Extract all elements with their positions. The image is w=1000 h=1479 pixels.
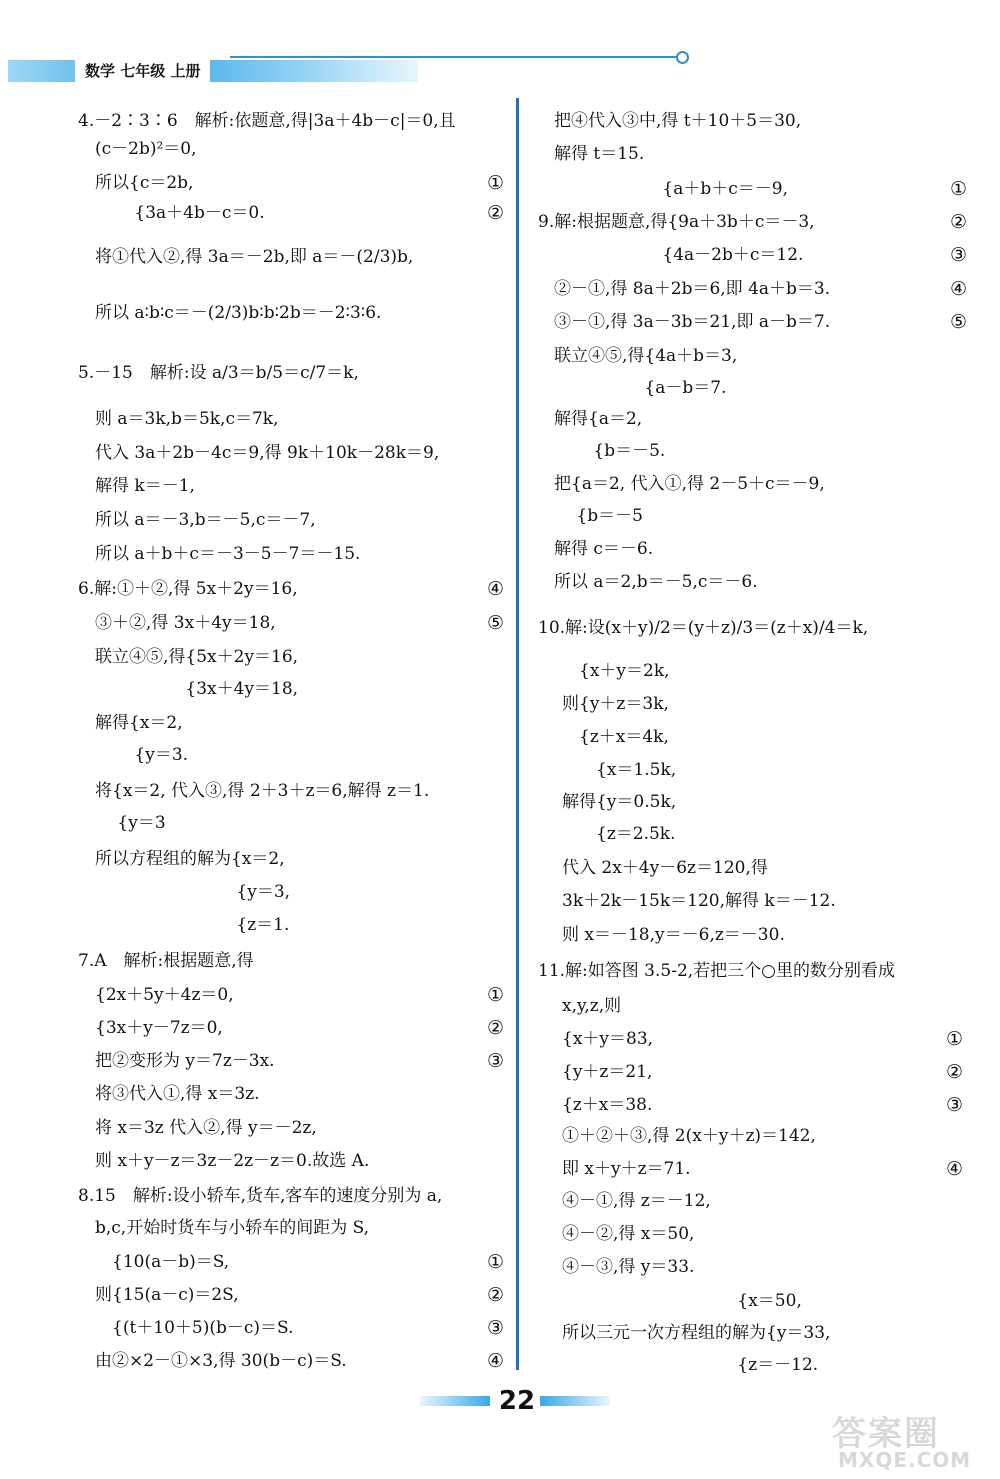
solution-9-line: {4a－2b＋c＝12. <box>538 245 804 265</box>
solution-7-line: 7.A 解析:根据题意,得 <box>78 951 254 971</box>
equation-marker: ② <box>950 211 968 233</box>
solution-4-line: 将①代入②,得 3a＝－2b,即 a＝－(2/3)b, <box>95 247 414 267</box>
header-circle-icon <box>676 51 689 64</box>
solution-6-line: 6.解:①＋②,得 5x＋2y＝16, <box>78 579 298 599</box>
solution-11-line: ④－①,得 z＝－12, <box>562 1191 711 1211</box>
solution-6-line: {3x＋4y＝18, <box>95 679 299 699</box>
solution-7-line: {2x＋5y＋4z＝0, <box>95 985 234 1005</box>
equation-marker: ① <box>950 178 968 200</box>
solution-7-line: 则 x＋y－z＝3z－2z－z＝0.故选 A. <box>95 1151 370 1171</box>
equation-marker: ④ <box>487 578 505 600</box>
solution-9-line: 所以 a＝2,b＝－5,c＝－6. <box>554 572 758 592</box>
solution-5-line: 则 a＝3k,b＝5k,c＝7k, <box>95 409 279 429</box>
solution-9-line: {b＝－5. <box>554 441 666 461</box>
solution-10-line: 则 x＝－18,y＝－6,z＝－30. <box>562 925 785 945</box>
solution-9-line: 9.解:根据题意,得{9a＋3b＋c＝－3, <box>538 212 815 232</box>
solution-6-line: 解得{x＝2, <box>95 713 183 733</box>
solution-9-line: 解得{a＝2, <box>554 409 643 429</box>
equation-marker: ⑤ <box>950 311 968 333</box>
equation-marker: ④ <box>487 1350 505 1372</box>
solution-7-line: {3x＋y－7z＝0, <box>95 1018 223 1038</box>
solution-8-line: 8.15 解析:设小轿车,货车,客车的速度分别为 a, <box>78 1186 443 1206</box>
solution-6-line: 所以方程组的解为{x＝2, <box>95 849 285 869</box>
solution-9-line: {b＝－5 <box>554 506 643 526</box>
equation-marker: ① <box>487 984 505 1006</box>
solution-8-line: 由②×2－①×3,得 30(b－c)＝S. <box>95 1351 347 1371</box>
solution-5-line: 所以 a＋b＋c＝－3－5－7＝－15. <box>95 544 361 564</box>
footer-bar-right <box>540 1396 610 1406</box>
solution-10-line: 则{y＋z＝3k, <box>562 694 669 714</box>
solution-8-line: {(t＋10＋5)(b－c)＝S. <box>95 1318 294 1338</box>
solution-6-line: {z＝1. <box>95 915 290 935</box>
equation-marker: ② <box>487 1284 505 1306</box>
solution-10-line: 10.解:设(x＋y)/2＝(y＋z)/3＝(z＋x)/4＝k, <box>538 618 869 638</box>
equation-marker: ③ <box>950 244 968 266</box>
solution-11-line: {y＋z＝21, <box>562 1062 653 1082</box>
watermark-title: 答案圈 <box>832 1414 940 1454</box>
solution-5-line: 所以 a＝－3,b＝－5,c＝－7, <box>95 510 316 530</box>
solution-4-line: 所以 a∶b∶c＝－(2/3)b∶b∶2b＝－2∶3∶6. <box>95 303 382 323</box>
equation-marker: ⑤ <box>487 612 505 634</box>
equation-marker: ① <box>946 1028 964 1050</box>
solution-6-line: {y＝3. <box>95 745 189 765</box>
page-number: 22 <box>498 1386 536 1416</box>
solution-11-line: 所以三元一次方程组的解为{y＝33, <box>562 1323 831 1343</box>
solution-6-line: {y＝3, <box>95 882 291 902</box>
equation-marker: ② <box>946 1061 964 1083</box>
equation-marker: ④ <box>946 1158 964 1180</box>
solution-4-line: 所以{c＝2b, <box>95 173 194 193</box>
solution-7-line: 将 x＝3z 代入②,得 y＝－2z, <box>95 1118 317 1138</box>
solution-11-line: ④－③,得 y＝33. <box>562 1257 695 1277</box>
column-divider <box>516 98 519 1370</box>
solution-10-line: {x＝1.5k, <box>562 760 677 780</box>
solution-7-line: 将③代入①,得 x＝3z. <box>95 1084 260 1104</box>
solution-10-line: 解得{y＝0.5k, <box>562 792 677 812</box>
page-header <box>0 48 690 88</box>
solution-11-line: ④－②,得 x＝50, <box>562 1224 695 1244</box>
equation-marker: ① <box>487 1251 505 1273</box>
solution-6-line: 联立④⑤,得{5x＋2y＝16, <box>95 647 299 667</box>
solution-11-line: 11.解:如答图 3.5-2,若把三个○里的数分别看成 <box>538 961 895 981</box>
solution-11-line: {x＋y＝83, <box>562 1029 654 1049</box>
book-title: 数学 七年级 上册 <box>75 60 210 82</box>
watermark-url: MXQE.COM <box>838 1448 972 1472</box>
solution-11-line: 即 x＋y＋z＝71. <box>562 1159 691 1179</box>
solution-5-line: 代入 3a＋2b－4c＝9,得 9k＋10k－28k＝9, <box>95 443 440 463</box>
solution-9-line: ②－①,得 8a＋2b＝6,即 4a＋b＝3. <box>554 279 831 299</box>
solution-8-line: 则{15(a－c)＝2S, <box>95 1285 239 1305</box>
solution-10-line: 代入 2x＋4y－6z＝120,得 <box>562 858 768 878</box>
solution-4-line: {3a＋4b－c＝0. <box>95 203 265 223</box>
equation-marker: ② <box>487 1017 505 1039</box>
solution-9-line: 联立④⑤,得{4a＋b＝3, <box>554 346 738 366</box>
solution-8-line: {10(a－b)＝S, <box>95 1252 230 1272</box>
solution-10-line: {z＋x＝4k, <box>562 727 669 747</box>
solution-11-line: ①＋②＋③,得 2(x＋y＋z)＝142, <box>562 1126 816 1146</box>
equation-marker: ① <box>487 172 505 194</box>
solution-6-line: 将{x＝2, 代入③,得 2＋3＋z＝6,解得 z＝1. <box>95 781 430 801</box>
equation-marker: ③ <box>946 1094 964 1116</box>
solution-6-line: {y＝3 <box>95 813 166 833</box>
solution-5-line: 5.－15 解析:设 a/3＝b/5＝c/7＝k, <box>78 363 359 383</box>
solution-11-line: {z＝－12. <box>562 1355 819 1375</box>
equation-marker: ② <box>487 202 505 224</box>
solution-9-line: {a－b＝7. <box>554 378 727 398</box>
solution-9-line: {a＋b＋c＝－9, <box>538 179 788 199</box>
equation-marker: ③ <box>487 1317 505 1339</box>
solution-10-line: {x＋y＝2k, <box>562 661 670 681</box>
solution-9-line: 解得 c＝－6. <box>554 539 654 559</box>
solution-5-line: 解得 k＝－1, <box>95 476 195 496</box>
solution-9-line: ③－①,得 3a－3b＝21,即 a－b＝7. <box>554 312 831 332</box>
solution-6-line: ③＋②,得 3x＋4y＝18, <box>95 613 276 633</box>
solution-9-line: 把{a＝2, 代入①,得 2－5＋c＝－9, <box>554 474 825 494</box>
solution-11-line: {z＋x＝38. <box>562 1095 653 1115</box>
equation-marker: ③ <box>487 1050 505 1072</box>
header-gradient-bar <box>8 60 418 82</box>
solution-7-line: 把②变形为 y＝7z－3x. <box>95 1051 275 1071</box>
solution-11-line: {x＝50, <box>562 1291 802 1311</box>
solution-8-line: 把④代入③中,得 t＋10＋5＝30, <box>554 111 802 131</box>
solution-11-line: x,y,z,则 <box>562 996 622 1016</box>
footer-bar-left <box>420 1396 490 1406</box>
equation-marker: ④ <box>950 278 968 300</box>
solution-10-line: 3k＋2k－15k＝120,解得 k＝－12. <box>562 891 836 911</box>
site-watermark <box>828 1406 993 1474</box>
solution-4-line: 4.－2∶3∶6 解析:依题意,得|3a＋4b－c|＝0,且 <box>78 111 456 131</box>
solution-8-line: 解得 t＝15. <box>554 144 645 164</box>
solution-8-line: b,c,开始时货车与小轿车的间距为 S, <box>95 1218 370 1238</box>
solution-10-line: {z＝2.5k. <box>562 824 676 844</box>
solution-4-line: (c－2b)²＝0, <box>95 139 197 159</box>
header-rule <box>230 56 678 58</box>
